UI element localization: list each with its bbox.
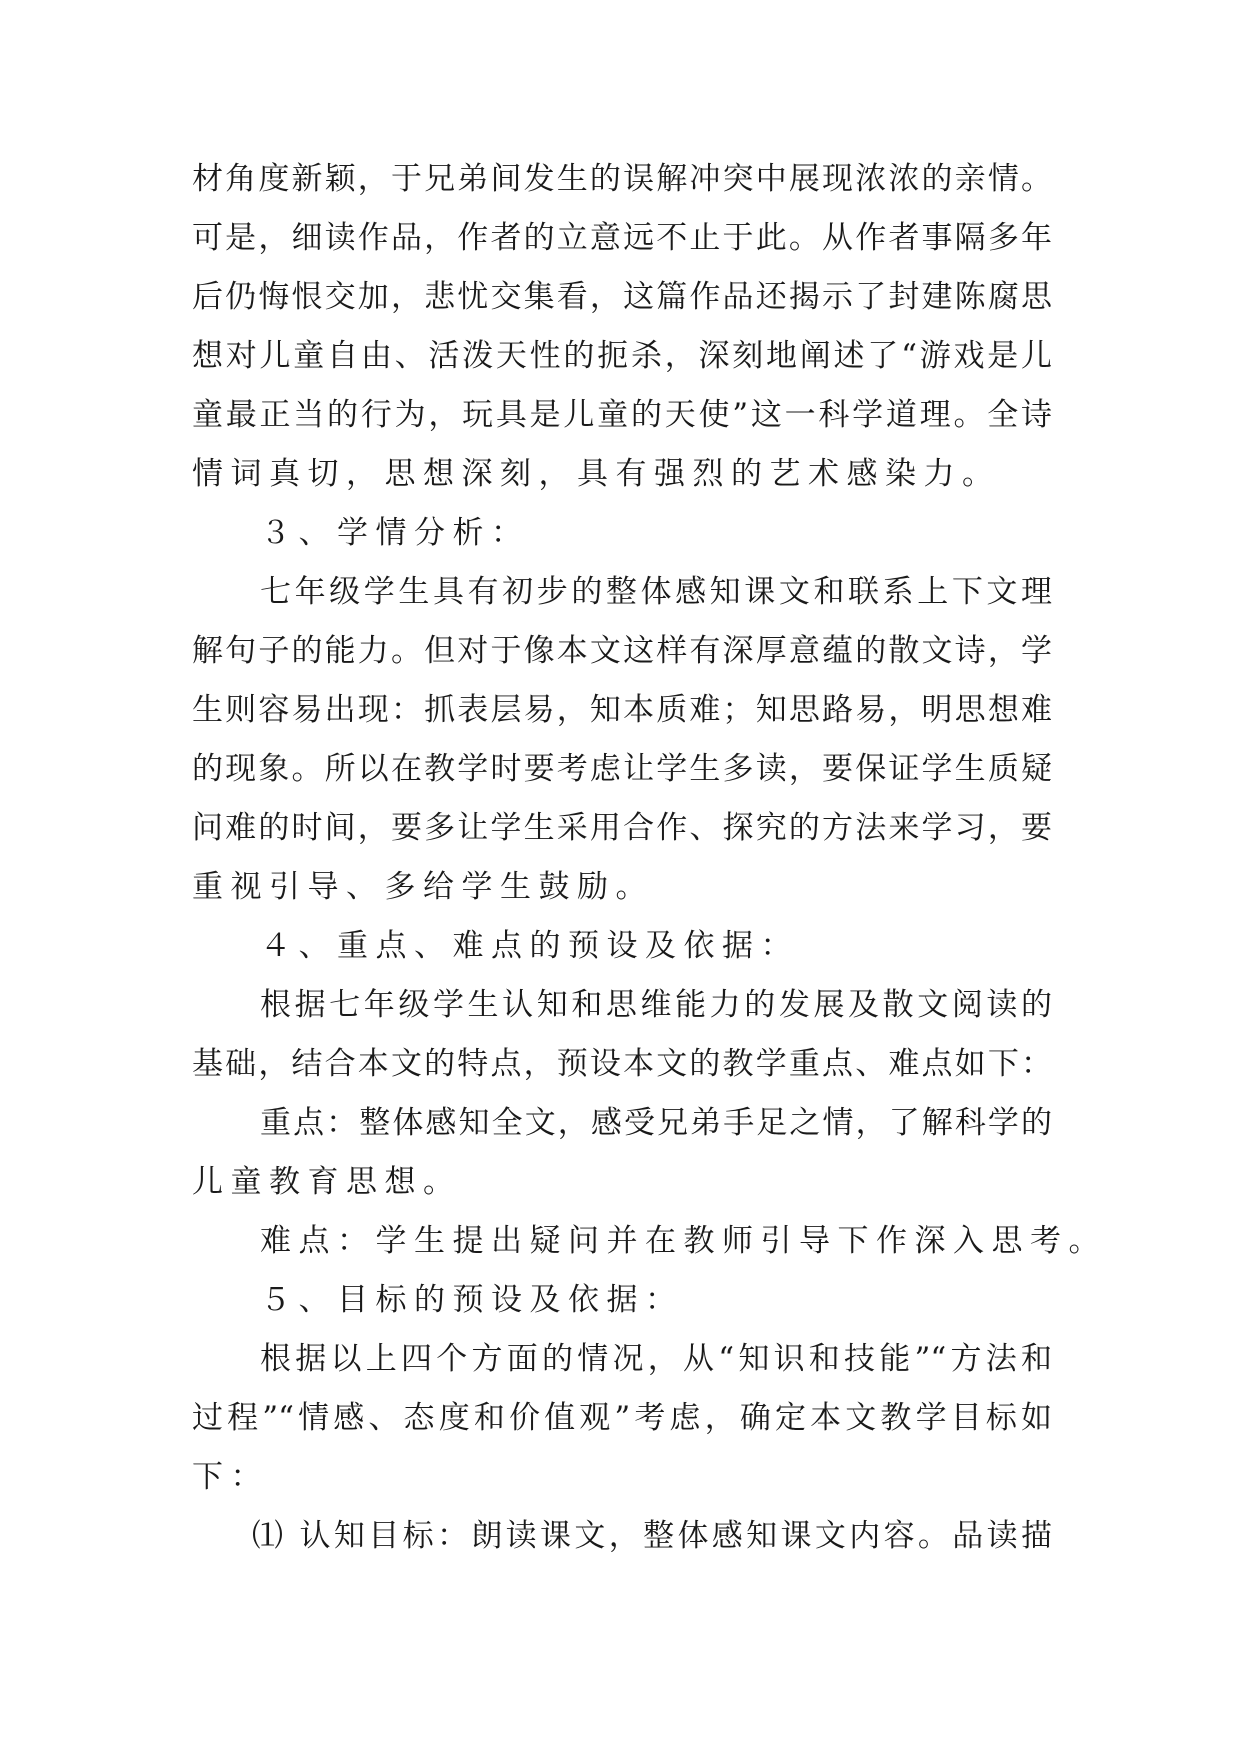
text-line-content: 情词真切，思想深刻，具有强烈的艺术感染力。 — [192, 456, 1001, 492]
text-line-content: 的现象。所以在教学时要考虑让学生多读，要保证学生质疑 — [192, 751, 1052, 787]
section-heading-text: ５、目标的预设及依据： — [260, 1282, 684, 1318]
section-heading — [192, 1271, 1052, 1330]
text-line-content: 可是，细读作品，作者的立意远不止于此。从作者事隔多年 — [192, 220, 1052, 256]
document-page — [192, 150, 1107, 1566]
text-line — [192, 445, 1052, 504]
text-line — [192, 799, 1052, 858]
text-line — [192, 1212, 1107, 1271]
list-item-text: ⑴ 认知目标：朗读课文，整体感知课文内容。品读描 — [252, 1518, 1052, 1554]
text-line-content: 根据七年级学生认知和思维能力的发展及散文阅读的 — [260, 987, 1052, 1023]
text-line-content: 重视引导、多给学生鼓励。 — [192, 869, 654, 905]
text-line — [192, 858, 1052, 917]
text-line-content: 下： — [192, 1459, 269, 1495]
text-line — [192, 1035, 1052, 1094]
text-line-content: 问难的时间，要多让学生采用合作、探究的方法来学习，要 — [192, 810, 1052, 846]
text-line-content: 解句子的能力。但对于像本文这样有深厚意蕴的散文诗，学 — [192, 633, 1052, 669]
text-line-content: 材角度新颖，于兄弟间发生的误解冲突中展现浓浓的亲情。 — [192, 161, 1052, 197]
section-heading — [192, 917, 1052, 976]
text-line-content: 生则容易出现：抓表层易，知本质难；知思路易，明思想难 — [192, 692, 1052, 728]
text-line — [192, 740, 1052, 799]
text-line — [192, 976, 1052, 1035]
text-line-content: 基础，结合本文的特点，预设本文的教学重点、难点如下： — [192, 1046, 1052, 1082]
text-line-content: 重点：整体感知全文，感受兄弟手足之情，了解科学的 — [260, 1105, 1052, 1141]
text-line — [192, 209, 1052, 268]
section-heading — [192, 504, 1052, 563]
text-line — [192, 1448, 1052, 1507]
list-item — [192, 1507, 1052, 1566]
text-line-content: 儿童教育思想。 — [192, 1164, 462, 1200]
text-line-content: 过程”“情感、态度和价值观”考虑，确定本文教学目标如 — [192, 1400, 1052, 1436]
text-line-content: 难点：学生提出疑问并在教师引导下作深入思考。 — [260, 1223, 1107, 1259]
text-line — [192, 1153, 1052, 1212]
text-line — [192, 386, 1052, 445]
text-line — [192, 327, 1052, 386]
text-line-content: 根据以上四个方面的情况，从“知识和技能”“方法和 — [260, 1341, 1052, 1377]
section-heading-text: ３、学情分析： — [260, 515, 530, 551]
text-line — [192, 1389, 1052, 1448]
text-line-content: 想对儿童自由、活泼天性的扼杀，深刻地阐述了“游戏是儿 — [192, 338, 1052, 374]
text-line-content: 后仍悔恨交加，悲忧交集看，这篇作品还揭示了封建陈腐思 — [192, 279, 1052, 315]
text-line — [192, 150, 1052, 209]
text-line-content: 童最正当的行为，玩具是儿童的天使”这一科学道理。全诗 — [192, 397, 1052, 433]
section-heading-text: ４、重点、难点的预设及依据： — [260, 928, 799, 964]
text-line — [192, 681, 1052, 740]
text-line — [192, 1094, 1052, 1153]
text-line — [192, 1330, 1052, 1389]
text-line — [192, 622, 1052, 681]
text-line — [192, 268, 1052, 327]
text-line-content: 七年级学生具有初步的整体感知课文和联系上下文理 — [260, 574, 1052, 610]
text-line — [192, 563, 1052, 622]
